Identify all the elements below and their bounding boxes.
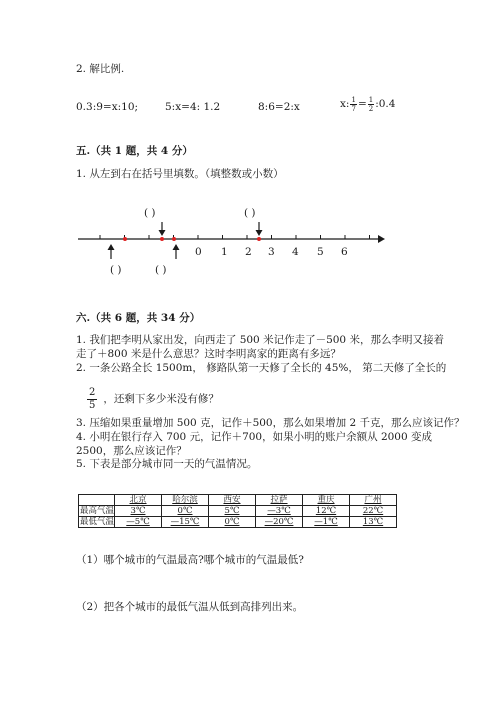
down-arrow-icon: [159, 222, 166, 236]
table-cell: —20℃: [256, 517, 303, 528]
table-header-row: [79, 495, 397, 506]
answer-blank-top-1[interactable]: ( ): [144, 207, 156, 219]
table-cell: 0℃: [209, 517, 256, 528]
answer-blank-bottom-1[interactable]: ( ): [110, 264, 122, 276]
fraction-one-seventh: [350, 96, 356, 113]
equals-sign: =: [357, 98, 367, 110]
city-harbin: 哈尔滨: [162, 495, 209, 506]
arrow-head-icon: [378, 235, 385, 243]
city-lhasa: 拉萨: [256, 495, 303, 506]
question-1-line-1: 1. 我们把李明从家出发，向西走了 500 米记作走了－500 米，那么李明又接着: [76, 334, 444, 346]
question-2-title: 2. 解比例.: [76, 63, 125, 75]
fraction-denominator: 7: [351, 105, 356, 113]
down-arrow-icon: [256, 222, 263, 236]
tick-label: 0: [195, 246, 202, 258]
tick-label: 2: [245, 246, 252, 258]
equation-4-suffix: :0.4: [375, 98, 396, 110]
question-3: 3. 压缩如果重量增加 500 克，记作＋500，那么如果增加 2 千克，那么应该记作？: [76, 417, 465, 429]
table-cell: 5℃: [209, 506, 256, 517]
tick-label: 3: [268, 246, 275, 258]
number-line-ticks: [100, 235, 370, 239]
proportion-equation-4: [340, 96, 395, 113]
sub-question-2: （2）把各个城市的最低气温从低到高排列出来。: [76, 601, 304, 613]
tick-label: 1: [221, 246, 228, 258]
question-4-line-1: 4. 小明在银行存入 700 元，记作＋700，如果小明的账户余额从 2000 变成: [76, 431, 433, 443]
proportion-equation-3: 8:6=2:x: [258, 101, 300, 113]
proportion-equation-2: 5:x=4: 1.2: [165, 101, 221, 113]
question-2-line-2: [87, 387, 219, 412]
answer-blank-top-2[interactable]: ( ): [244, 207, 256, 219]
fraction-denominator: 2: [368, 105, 374, 113]
red-point-2: [160, 237, 164, 241]
red-point-4: [257, 237, 261, 241]
table-cell: —5℃: [115, 517, 162, 528]
red-point-1: [123, 237, 127, 241]
question-4-line-2: 2500，那么应该记作？: [76, 445, 187, 457]
row-label-high: 最高气温: [80, 506, 115, 516]
city-chongqing: 重庆: [303, 495, 350, 506]
fraction-numerator: 1: [351, 96, 356, 104]
table-cell: 3℃: [115, 506, 162, 517]
city-xian: 西安: [209, 495, 256, 506]
table-corner-cell: [79, 495, 115, 506]
section-5-question-1: 1. 从左到右在括号里填数。（填整数或小数）: [76, 168, 284, 180]
sub-question-1: （1）哪个城市的气温最高?哪个城市的气温最低?: [76, 554, 304, 566]
tick-label: 6: [341, 246, 348, 258]
equation-4-prefix: x:: [340, 98, 350, 110]
table-cell: —3℃: [256, 506, 303, 517]
tick-label: 4: [292, 246, 299, 258]
table-cell: 22℃: [350, 506, 397, 517]
question-5: 5. 下表是部分城市同一天的气温情况。: [76, 458, 258, 470]
table-row-high: [79, 506, 397, 517]
city-beijing: 北京: [115, 495, 162, 506]
question-1-line-2: 走了＋800 米是什么意思？这时李明离家的距离有多远？: [76, 348, 341, 360]
question-2-line-1: 2. 一条公路全长 1500m， 修路队第一天修了全长的 45%， 第二天修了全长的: [76, 362, 447, 374]
table-row-low: [79, 517, 397, 528]
city-guangzhou: 广州: [350, 495, 397, 506]
proportion-equation-1: 0.3:9=x:10;: [76, 101, 139, 113]
row-label-low: 最低气温: [80, 517, 115, 527]
table-cell: —15℃: [162, 517, 209, 528]
table-cell: —1℃: [303, 517, 350, 528]
table-cell: 13℃: [350, 517, 397, 528]
question-2-tail: ，还剩下多少米没有修？: [103, 393, 219, 405]
temperature-table: [78, 494, 397, 528]
up-arrow-icon: [173, 244, 180, 259]
fraction-one-half: [368, 96, 374, 113]
red-point-3: [172, 237, 176, 241]
up-arrow-icon: [108, 244, 115, 259]
fraction-numerator: 2: [89, 387, 96, 398]
fraction-two-fifths: [87, 387, 97, 412]
section-6-heading: 六.（共 6 题，共 34 分）: [76, 312, 201, 324]
section-5-heading: 五.（共 1 题，共 4 分）: [76, 145, 193, 157]
answer-blank-bottom-2[interactable]: ( ): [155, 264, 167, 276]
table-cell: 12℃: [303, 506, 350, 517]
table-cell: 0℃: [162, 506, 209, 517]
tick-label: 5: [317, 246, 324, 258]
number-line-figure: [76, 204, 386, 284]
fraction-denominator: 5: [89, 400, 96, 411]
fraction-numerator: 1: [368, 96, 374, 104]
